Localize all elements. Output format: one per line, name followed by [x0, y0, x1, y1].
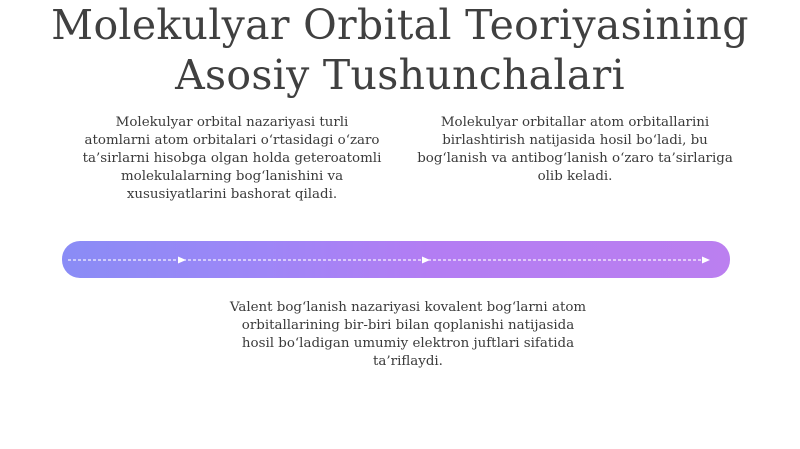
arrow-icon [178, 257, 186, 264]
text-block-molecular-orbital-theory: Molekulyar orbital nazariyasi turli atomlarni atom orbitalari o‘rtasidagi o‘zaro ta’sirlarni hisobga olgan holda geteroatomli molekulalarning bog‘lanishini va xususiyatlarini bashorat qiladi. [82, 115, 382, 202]
arrow-icon [422, 257, 430, 264]
title-line-2: Asosiy Tushunchalari [175, 51, 625, 99]
text-block-molecular-orbitals: Molekulyar orbitallar atom orbitallarini birlashtirish natijasida hosil bo‘ladi, bu bog‘lanish va antibog‘lanish o‘zaro ta’sirlariga olib keladi. [417, 115, 733, 184]
timeline-arrows [62, 241, 730, 278]
title-line-1: Molekulyar Orbital Teoriyasining [51, 1, 749, 49]
timeline [62, 241, 730, 278]
page-title [0, 0, 800, 100]
text-block-valence-bond-theory: Valent bog‘lanish nazariyasi kovalent bog‘larni atom orbitallarining bir-biri bilan qoplanishi natijasida hosil bo‘ladigan umumiy elektron juftlari sifatida ta’riflaydi. [229, 300, 587, 369]
arrow-icon [702, 257, 710, 264]
